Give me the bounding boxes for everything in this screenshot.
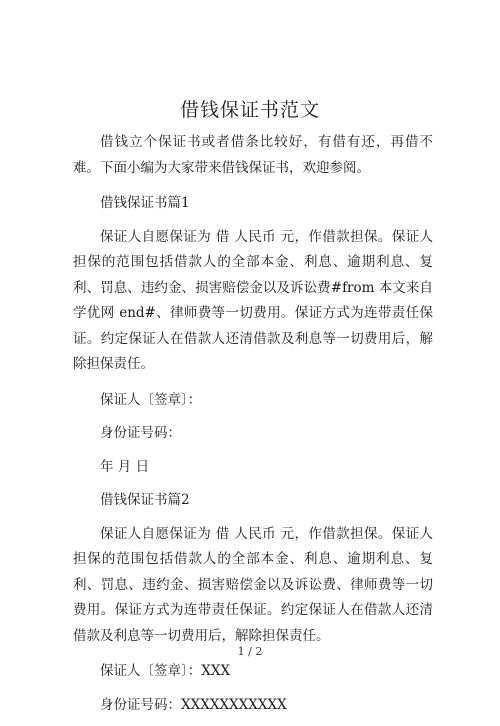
page-indicator: 1 / 2	[237, 645, 263, 658]
intro-paragraph: 借钱立个保证书或者借条比较好，有借有还，再借不难。下面小编为大家带来借钱保证书，欢迎参阅。	[73, 134, 433, 176]
section1-id-number: 身份证号码：	[100, 425, 181, 441]
section2-body: 保证人自愿保证为 借 人民币 元，作借款担保。保证人担保的范围包括借款人的全部本金、利息、逾期利息、复利、罚息、违约金、损害赔偿金以及诉讼费、律师费等一切费用。保证方式为连带责任保证。约定保证人在借款人还清借款及利息等一切费用后，解除担保责任。	[73, 525, 433, 644]
document-body	[73, 130, 433, 726]
document-title: 借钱保证书范文	[179, 99, 320, 121]
section1-signature: 保证人〔签章〕：	[100, 391, 202, 408]
section2-heading: 借钱保证书篇2	[100, 492, 190, 508]
section2-id-number: 身份证号码：XXXXXXXXXXX	[100, 696, 287, 713]
section1-heading: 借钱保证书篇1	[100, 195, 190, 211]
section1-body: 保证人自愿保证为 借 人民币 元，作借款担保。保证人担保的范围包括借款人的全部本金、利息、逾期利息、复利、罚息、违约金、损害赔偿金以及诉讼费#from 本文来自学优网 end#、律师费等一切费用。保证方式为连带责任保证。约定保证人在借款人还清借款及利息等一切费用后，解除担保责任。	[73, 228, 433, 372]
section1-date: 年 月 日	[100, 458, 150, 475]
section2-signature: 保证人〔签章〕：XXX	[100, 663, 231, 679]
